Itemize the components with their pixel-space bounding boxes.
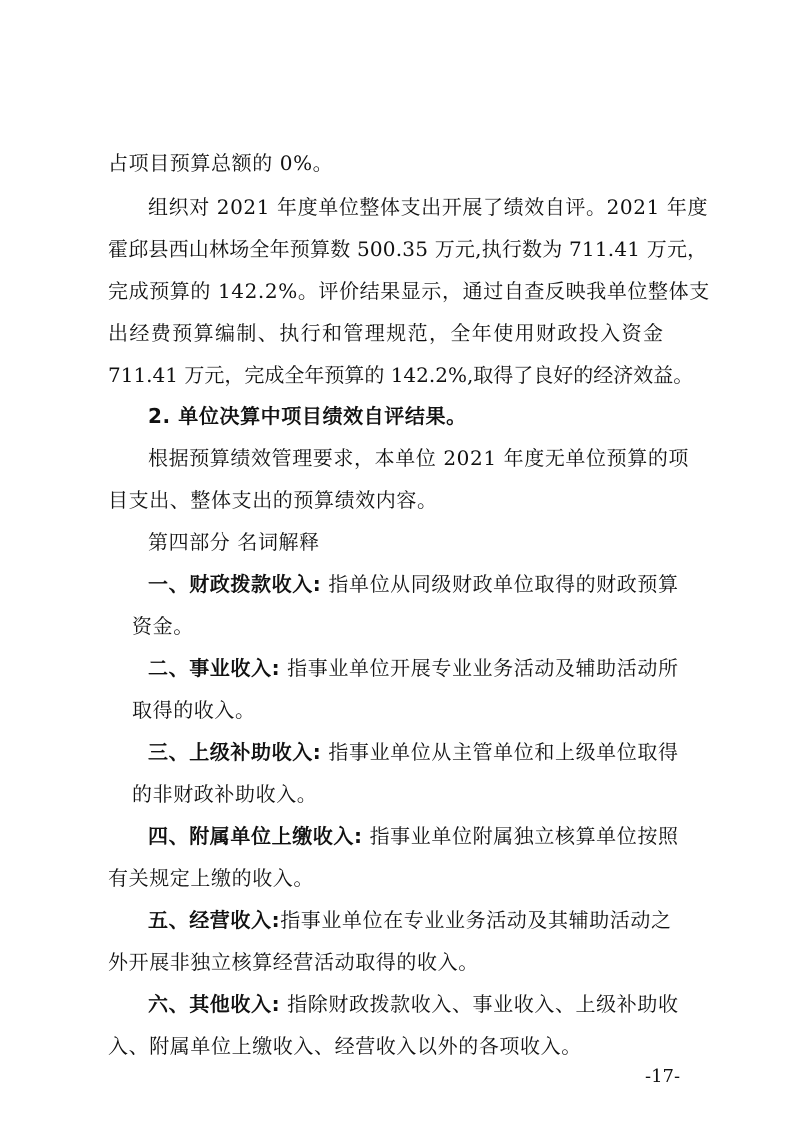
definition-line [0, 572, 793, 596]
paragraph-line: 出经费预算编制、执行和管理规范，全年使用财政投入资金 [108, 321, 665, 345]
definition-term: 四、附属单位上缴收入: [148, 824, 363, 848]
definition-text: 指除财政拨款收入、事业收入、上级补助收 [280, 992, 679, 1016]
definition-continuation: 的非财政补助收入。 [132, 782, 318, 806]
definition-term: 一、财政拨款收入: [148, 572, 322, 596]
definition-text: 指事业单位开展专业业务活动及辅助活动所 [280, 656, 679, 680]
paragraph-line: 占项目预算总额的 0%。 [108, 151, 334, 175]
definition-line [0, 824, 793, 848]
paragraph-line: 完成预算的 142.2%。评价结果显示，通过自查反映我单位整体支 [108, 279, 710, 303]
paragraph-line: 711.41 万元，完成全年预算的 142.2%,取得了良好的经济效益。 [108, 363, 694, 387]
definition-continuation: 外开展非独立核算经营活动取得的收入。 [108, 950, 479, 974]
definition-text: 指事业单位附属独立核算单位按照 [362, 824, 679, 848]
paragraph-line: 霍邱县西山林场全年预算数 500.35 万元,执行数为 711.41 万元， [108, 237, 708, 261]
paragraph-line: 根据预算绩效管理要求，本单位 2021 年度无单位预算的项 [148, 446, 690, 470]
definition-line [0, 740, 793, 764]
definition-line [0, 908, 793, 932]
page-number: -17- [645, 1066, 681, 1087]
part-heading: 第四部分 名词解释 [148, 530, 320, 554]
definition-term: 三、上级补助收入: [148, 740, 322, 764]
definition-continuation: 入、附属单位上缴收入、经营收入以外的各项收入。 [108, 1034, 582, 1058]
definition-term: 六、其他收入: [148, 992, 281, 1016]
definition-text: 指事业单位在专业业务活动及其辅助活动之 [280, 908, 672, 932]
paragraph-line: 组织对 2021 年度单位整体支出开展了绩效自评。2021 年度 [148, 195, 709, 219]
definition-term: 五、经营收入: [148, 908, 281, 932]
section-heading: 2. 单位决算中项目绩效自评结果。 [148, 404, 467, 428]
definition-continuation: 取得的收入。 [132, 698, 256, 722]
definition-text: 指事业单位从主管单位和上级单位取得 [321, 740, 679, 764]
definition-continuation: 有关规定上缴的收入。 [108, 866, 314, 890]
definition-continuation: 资金。 [132, 614, 194, 638]
paragraph-line: 目支出、整体支出的预算绩效内容。 [108, 488, 438, 512]
definition-line [0, 656, 793, 680]
definition-term: 二、事业收入: [148, 656, 281, 680]
definition-line [0, 992, 793, 1016]
definition-text: 指单位从同级财政单位取得的财政预算 [321, 572, 679, 596]
